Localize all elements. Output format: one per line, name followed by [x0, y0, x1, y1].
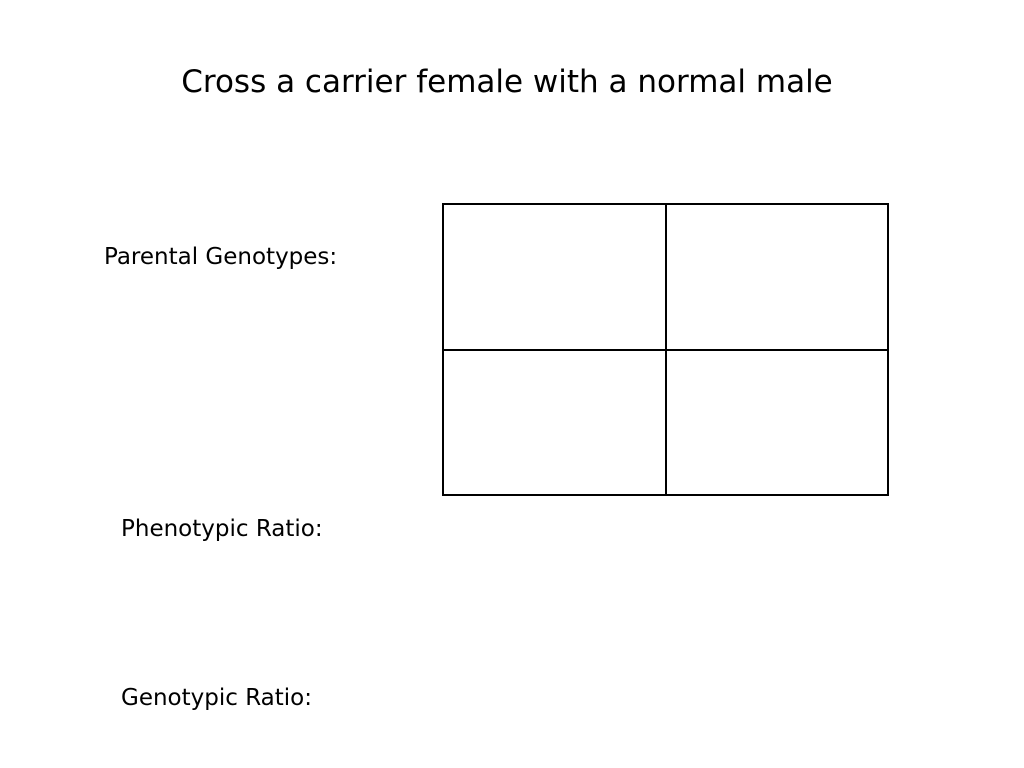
genotypic-ratio-label: Genotypic Ratio:: [121, 685, 312, 711]
parental-genotypes-label: Parental Genotypes:: [104, 244, 338, 270]
punnett-cell-top-right: [666, 205, 888, 350]
slide-title: Cross a carrier female with a normal male: [181, 64, 833, 100]
punnett-cell-bottom-right: [666, 350, 888, 495]
punnett-square: [442, 203, 889, 496]
punnett-cell-top-left: [444, 205, 666, 350]
punnett-cell-bottom-left: [444, 350, 666, 495]
phenotypic-ratio-label: Phenotypic Ratio:: [121, 516, 323, 542]
